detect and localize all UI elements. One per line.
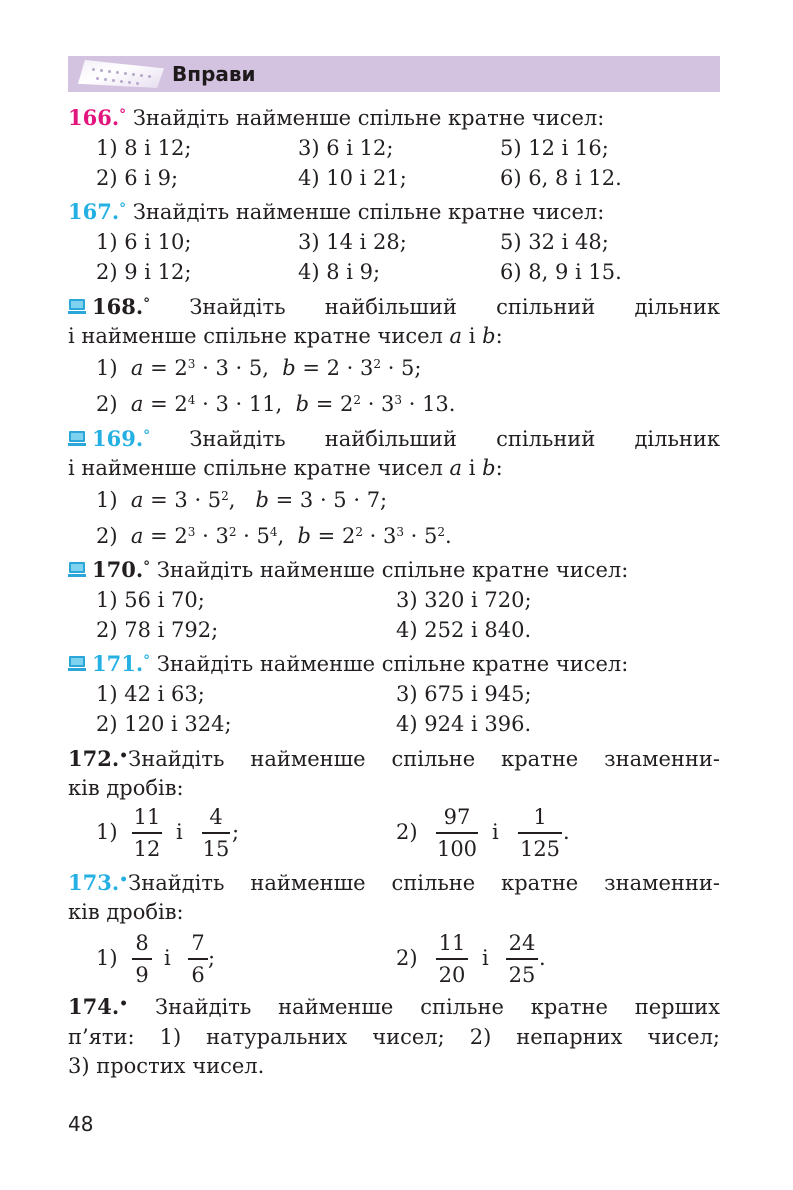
item: 3) 6 і 12; (298, 136, 394, 160)
item-label: 1) (96, 946, 118, 970)
exercise-text: Знайдіть найменше спільне кратне перших (154, 995, 720, 1019)
item-label: 1) (96, 820, 118, 844)
level-mark: • (119, 996, 129, 1012)
item: 1) 8 і 12; (96, 136, 192, 160)
and-word: і (164, 946, 171, 970)
item: 3) 675 і 945; (396, 682, 532, 706)
exercise-number: 167. (68, 199, 120, 224)
level-mark: • (119, 748, 129, 764)
fraction: 24 25 (506, 930, 538, 988)
level-mark: • (119, 872, 129, 888)
level-mark: ° (143, 653, 151, 669)
exercise-header (68, 992, 720, 1022)
item: 2) 78 і 792; (96, 618, 219, 642)
fraction: 8 9 (132, 930, 152, 988)
item: 4) 8 і 9; (298, 260, 381, 284)
exercise-number: 172. (68, 746, 120, 771)
exercise-number: 173. (68, 870, 120, 895)
fraction: 11 12 (133, 805, 161, 861)
item: 5) 12 і 16; (500, 136, 609, 160)
level-mark: ° (119, 107, 127, 123)
exercise-text-line: 3) простих чисел. (68, 1054, 265, 1078)
item: 5) 32 і 48; (500, 230, 609, 254)
exercise-text-line: і найменше спільне кратне чисел a і b: (68, 324, 503, 348)
level-mark: ° (143, 559, 151, 575)
item: 6) 6, 8 і 12. (500, 166, 622, 190)
punct: . (563, 820, 570, 844)
fraction: 97 100 (436, 805, 478, 861)
punct: ; (208, 946, 216, 970)
section-title: Вправи (172, 62, 256, 86)
computer-icon (68, 562, 86, 578)
exercise-number: 168. (92, 294, 144, 319)
item: 1) 42 і 63; (96, 682, 205, 706)
section-header (68, 56, 720, 92)
item: 3) 14 і 28; (298, 230, 407, 254)
fraction: 1 125 (519, 805, 561, 861)
exercise-text-line: і найменше спільне кратне чисел a і b: (68, 456, 503, 480)
item: 1) 56 і 70; (96, 588, 205, 612)
exercise-text-line: п’яти: 1) натуральних чисел; 2) непарних чисел; (68, 1025, 720, 1049)
item: 4) 10 і 21; (298, 166, 407, 190)
exercise-header (68, 650, 628, 678)
formula-line: 1) $a = 2^3 \cdot 3 \cdot 5$, $b = 2 \cdot 3^2 \cdot 5$; (96, 356, 422, 380)
exercise-header (68, 744, 720, 774)
item-label: 2) (396, 820, 418, 844)
item: 4) 252 і 840. (396, 618, 532, 642)
fraction: 7 6 (188, 930, 208, 988)
level-mark: ° (143, 296, 151, 312)
formula-line: 2) $a = 2^3 \cdot 3^2 \cdot 5^4$, $b = 2^2 \cdot 3^3 \cdot 5^2$. (96, 524, 452, 548)
header-decoration (78, 60, 164, 88)
item: 4) 924 і 396. (396, 712, 532, 736)
exercise-number: 169. (92, 426, 144, 451)
computer-icon (68, 299, 86, 315)
exercise-header (68, 868, 720, 898)
exercise-text: Знайдіть найменше спільне кратне чисел: (156, 652, 629, 676)
item: 2) 6 і 9; (96, 166, 179, 190)
exercise-number: 171. (92, 651, 144, 676)
exercise-text: Знайдіть найменше спільне кратне чисел: (156, 558, 629, 582)
and-word: і (482, 946, 489, 970)
formula-line: 1) $a = 3 \cdot 5^2$, b = 3 · 5 · 7; (96, 488, 388, 512)
and-word: і (492, 820, 499, 844)
exercise-text: Знайдіть найменше спільне кратне чисел: (132, 200, 605, 224)
item: 1) 6 і 10; (96, 230, 192, 254)
exercise-header (68, 198, 604, 226)
computer-icon (68, 656, 86, 672)
exercise-number: 174. (68, 994, 120, 1019)
exercise-number: 166. (68, 105, 120, 130)
exercise-header (68, 424, 720, 454)
level-mark: ° (119, 201, 127, 217)
exercise-number: 170. (92, 557, 144, 582)
punct: ; (232, 820, 240, 844)
formula-line: 2) $a = 2^4 \cdot 3 \cdot 11$, $b = 2^2 \cdot 3^3 \cdot 13$. (96, 392, 456, 416)
fraction: 11 20 (436, 930, 468, 988)
level-mark: ° (143, 428, 151, 444)
exercise-text: Знайдіть найменше спільне кратне знаменни- (128, 871, 720, 895)
exercise-text-line: ків дробів: (68, 776, 184, 800)
item: 2) 120 і 324; (96, 712, 232, 736)
exercise-text: Знайдіть найбільший спільний дільник (189, 427, 720, 451)
item: 2) 9 і 12; (96, 260, 192, 284)
fraction: 4 15 (202, 805, 230, 861)
exercise-text-line: ків дробів: (68, 900, 184, 924)
page-number: 48 (68, 1112, 94, 1136)
exercise-header (68, 556, 628, 584)
exercise-header (68, 104, 604, 132)
and-word: і (176, 820, 183, 844)
item: 3) 320 і 720; (396, 588, 532, 612)
computer-icon (68, 431, 86, 447)
item-label: 2) (396, 946, 418, 970)
exercise-text: Знайдіть найбільший спільний дільник (189, 295, 720, 319)
exercise-header (68, 292, 720, 322)
item: 6) 8, 9 і 15. (500, 260, 622, 284)
punct: . (539, 946, 546, 970)
exercise-text: Знайдіть найменше спільне кратне чисел: (132, 106, 605, 130)
exercise-text: Знайдіть найменше спільне кратне знаменни- (128, 747, 720, 771)
